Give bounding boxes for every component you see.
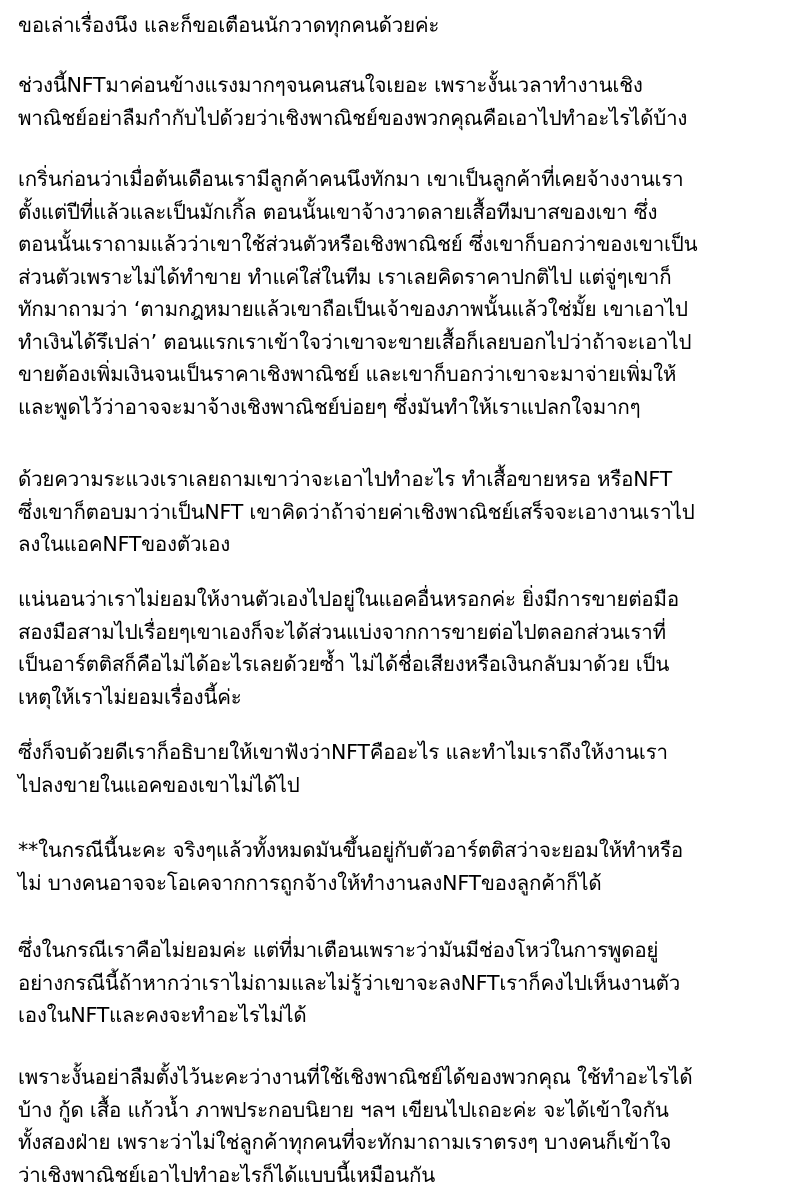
text-line: บ้าง กู้ด เสื้อ แก้วน้ำ ภาพประกอบนิยาย ฯลฯ เขียนไปเถอะค่ะ จะได้เข้าใจกัน (18, 1097, 669, 1122)
text-line: ด้วยความระแวงเราเลยถามเขาว่าจะเอาไปทำอะไร ทำเสื้อขายหรอ หรือNFT (18, 467, 672, 491)
text-line: ไม่ บางคนอาจจะโอเคจากการถูกจ้างให้ทำงานลงNFTของลูกค้าก็ได้ (18, 870, 602, 895)
text-line: ว่าเชิงพาณิชย์เอาไปทำอะไรก็ได้แบบนี้เหมือนกัน (18, 1162, 436, 1187)
text-line: เหตุให้เราไม่ยอมเรื่องนี้ค่ะ (18, 684, 242, 709)
text-line: อย่างกรณีนี้ถ้าหากว่าเราไม่ถามและไม่รู้ว่าเขาจะลงNFTเราก็คงไปเห็นงานตัว (18, 970, 681, 995)
text-line: ขายต้องเพิ่มเงินจนเป็นราคาเชิงพาณิชย์ และเขาก็บอกว่าเขาจะมาจ่ายเพิ่มให้ (18, 362, 677, 386)
text-line: สองมือสามไปเรื่อยๆเขาเองก็จะได้ส่วนแบ่งจากการขายต่อไปตลอกส่วนเราที่ (18, 619, 666, 644)
text-line: ช่วงนี้NFTมาค่อนข้างแรงมากๆจนคนสนใจเยอะ เพราะงั้นเวลาทำงานเชิง (18, 73, 643, 97)
text-line: ตอนนั้นเราถามแล้วว่าเขาใช้ส่วนตัวหรือเชิงพาณิชย์ ซึ่งเขาก็บอกว่าของเขาเป็น (18, 232, 698, 256)
text-line: เป็นอาร์ตติสก็คือไม่ได้อะไรเลยด้วยซ้ำ ไม่ได้ชื่อเสียงหรือเงินกลับมาด้วย เป็น (18, 652, 670, 676)
text-line: ตั้งแต่ปีที่แล้วและเป็นมักเกิ้ล ตอนนั้นเขาจ้างวาดลายเสื้อทีมบาสของเขา ซึ่ง (18, 199, 658, 224)
text-line: **ในกรณีนี้นะคะ จริงๆแล้วทั้งหมดมันขึ้นอยู่กับตัวอาร์ตติสว่าจะยอมให้ทำหรือ (18, 838, 683, 862)
text-line: ทำเงินได้รึเปล่า’ ตอนแรกเราเข้าใจว่าเขาจะขายเสื้อก็เลยบอกไปว่าถ้าจะเอาไป (18, 329, 692, 354)
text-line: ซึ่งเขาก็ตอบมาว่าเป็นNFT เขาคิดว่าถ้าจ่ายค่าเชิงพาณิชย์เสร็จจะเอางานเราไป (18, 499, 695, 524)
text-line: ขอเล่าเรื่องนึง และก็ขอเตือนนักวาดทุกคนด้วยค่ะ (18, 13, 440, 37)
text-line: เองในNFTและคงจะทำอะไรไม่ได้ (18, 1003, 307, 1027)
text-line: ซึ่งในกรณีเราคือไม่ยอมค่ะ แต่ที่มาเตือนเพราะว่ามันมีช่องโหว่ในการพูดอยู่ (18, 938, 659, 962)
text-line: ทักมาถามว่า ‘ตามกฎหมายแล้วเขาถือเป็นเจ้าของภาพนั้นแล้วใช่มั้ย เขาเอาไป (18, 297, 688, 321)
text-line: แน่นอนว่าเราไม่ยอมให้งานตัวเองไปอยู่ในแอคอื่นหรอกค่ะ ยิ่งมีการขายต่อมือ (18, 587, 679, 611)
text-line: และพูดไว้ว่าอาจจะมาจ้างเชิงพาณิชย์บ่อยๆ ซึ่งมันทำให้เราแปลกใจมากๆ (18, 394, 641, 419)
text-line: ทั้งสองฝ่าย เพราะว่าไม่ใช่ลูกค้าทุกคนที่จะทักมาถามเราตรงๆ บางคนก็เข้าใจ (18, 1130, 672, 1154)
text-line: ซึ่งก็จบด้วยดีเราก็อธิบายให้เขาฟังว่าNFTคืออะไร และทำไมเราถึงให้งานเรา (18, 740, 668, 764)
text-line: พาณิชย์อย่าลืมกำกับไปด้วยว่าเชิงพาณิชย์ของพวกคุณคือเอาไปทำอะไรได้บ้าง (18, 105, 688, 130)
text-line: ลงในแอคNFTของตัวเอง (18, 532, 231, 556)
text-line: เพราะงั้นอย่าลืมตั้งไว้นะคะว่างานที่ใช้เชิงพาณิชย์ได้ของพวกคุณ ใช้ทำอะไรได้ (18, 1065, 693, 1089)
text-line: ไปลงขายในแอคของเขาไม่ได้ไป (18, 772, 300, 797)
text-line: ส่วนตัวเพราะไม่ได้ทำขาย ทำแค่ใส่ในทีม เราเลยคิดราคาปกติไป แต่จู่ๆเขาก็ (18, 264, 672, 289)
text-line: เกริ่นก่อนว่าเมื่อต้นเดือนเรามีลูกค้าคนนึงทักมา เขาเป็นลูกค้าที่เคยจ้างงานเรา (18, 167, 684, 191)
